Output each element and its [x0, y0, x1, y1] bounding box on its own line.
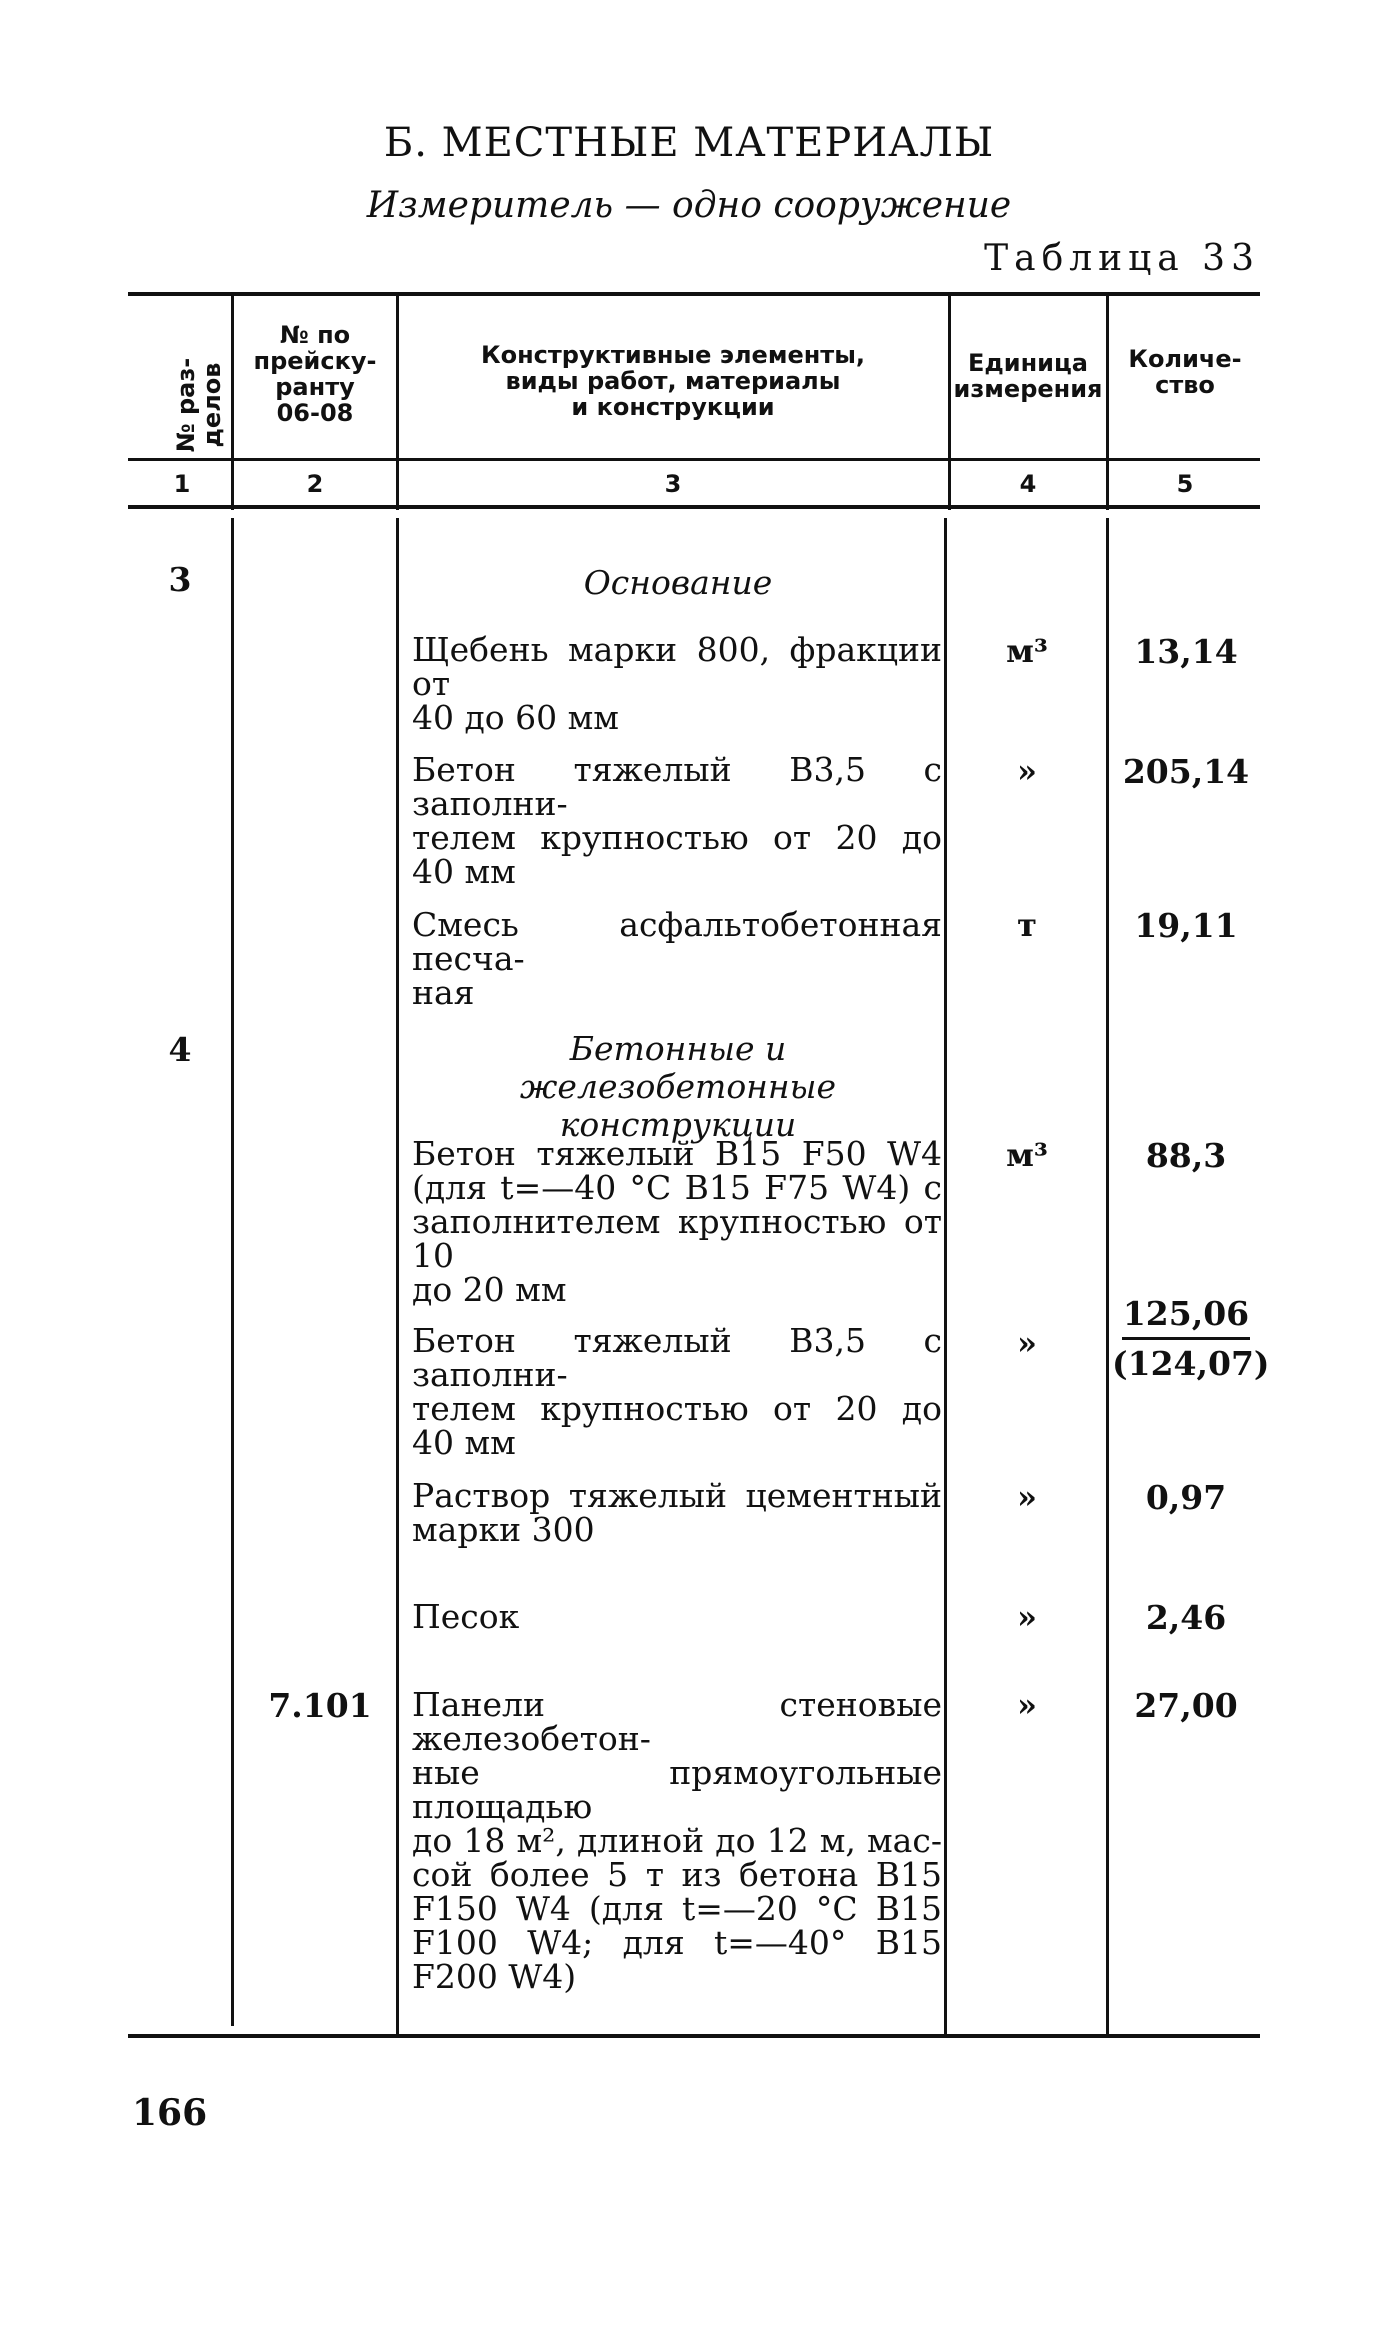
desc-line: Бетон тяжелый В15 F50 W4 [412, 1134, 942, 1173]
quantity-cell: 27,00 [1134, 1686, 1238, 1725]
page-title: Б. МЕСТНЫЕ МАТЕРИАЛЫ [383, 120, 995, 166]
desc-line: до 18 м², длиной до 12 м, мас- [412, 1821, 942, 1860]
desc-line: F200 W4) [412, 1957, 577, 1996]
desc-line: Панели стеновые железобетон- [412, 1685, 942, 1758]
quantity-cell: 0,97 [1145, 1478, 1227, 1517]
desc-line: 40 мм [412, 852, 516, 891]
desc-line: Щебень марки 800, фракции от [412, 630, 942, 703]
section-title [412, 564, 944, 602]
desc-line: Песок [412, 1597, 520, 1636]
desc-line: F150 W4 (для t=—20 °С В15 [412, 1889, 942, 1928]
desc-line: ные прямоугольные площадью [412, 1753, 942, 1826]
colnum-3: 3 [664, 470, 682, 498]
colnum-4: 4 [1019, 470, 1037, 498]
table-row-description [412, 1321, 942, 1462]
colnum-2: 2 [306, 470, 324, 498]
header-unit [952, 350, 1104, 402]
desc-line: телем крупностью от 20 до [412, 818, 942, 857]
header-elements-line1: Конструктивные элементы, [480, 341, 866, 369]
colnum-bottom-rule [128, 505, 1260, 509]
desc-line: Бетон тяжелый В3,5 с заполни- [412, 750, 942, 823]
quantity-cell: 13,14 [1134, 632, 1238, 671]
header-quantity-line2: ство [1155, 371, 1215, 399]
table-row-description [412, 1685, 942, 1996]
desc-line: заполнителем крупностью от 10 [412, 1202, 942, 1275]
desc-line: сой более 5 т из бетона В15 [412, 1855, 942, 1894]
section-number: 3 [168, 560, 192, 599]
table-top-rule [128, 292, 1260, 296]
body-divider-4 [1106, 518, 1109, 2034]
table-row-description [412, 905, 942, 1012]
quantity-cell: 205,14 [1122, 752, 1250, 791]
desc-line: Смесь асфальтобетонная песча- [412, 905, 942, 978]
desc-line: Раствор тяжелый цементный [412, 1476, 942, 1515]
header-quantity-line1: Количе- [1128, 345, 1242, 373]
table-row-description [412, 630, 942, 737]
header-bottom-rule [128, 458, 1260, 461]
header-unit-line2: измерения [953, 375, 1103, 403]
desc-line: (для t=—40 °С В15 F75 W4) с [412, 1168, 942, 1207]
body-divider-3 [944, 518, 947, 2034]
unit-cell: м³ [1006, 1136, 1048, 1174]
desc-line: ная [412, 973, 475, 1012]
unit-cell: м³ [1006, 632, 1048, 670]
header-price-no-line3: ранту [275, 373, 355, 401]
body-divider-1 [231, 518, 234, 2026]
section-number: 4 [168, 1030, 192, 1069]
header-price-no-line1: № по [279, 321, 351, 349]
page-number: 166 [132, 2092, 208, 2134]
unit-cell: т [1017, 906, 1037, 944]
unit-cell: » [1017, 1686, 1037, 1724]
fraction-bar [1122, 1337, 1250, 1340]
col-divider-3 [948, 296, 951, 510]
header-price-no [236, 322, 394, 426]
section-title-line: конструкции [559, 1105, 797, 1144]
desc-line: 40 до 60 мм [412, 698, 619, 737]
header-unit-line1: Единица [968, 349, 1088, 377]
table-bottom-rule [128, 2034, 1260, 2038]
section-title-line: Основание [583, 563, 773, 602]
header-elements [400, 342, 946, 420]
header-section-no-line2: делов [198, 362, 226, 448]
price-code-cell: 7.101 [268, 1686, 372, 1725]
header-elements-line2: виды работ, материалы [505, 367, 841, 395]
unit-cell: » [1017, 1324, 1037, 1362]
header-elements-line3: и конструкции [571, 393, 775, 421]
quantity-cell: 125,06 [1122, 1294, 1250, 1333]
desc-line: Бетон тяжелый В3,5 с заполни- [412, 1321, 942, 1394]
table-row-description [412, 750, 942, 891]
colnum-5: 5 [1176, 470, 1194, 498]
unit-cell: » [1017, 752, 1037, 790]
header-price-no-line2: прейску- [253, 347, 377, 375]
header-quantity [1110, 346, 1260, 398]
header-section-no-line1: № раз- [172, 357, 200, 453]
measure-subtitle: Измеритель — одно сооружение [366, 185, 1012, 226]
desc-line: телем крупностью от 20 до [412, 1389, 942, 1428]
table-row-description [412, 1134, 942, 1309]
body-divider-2 [396, 518, 399, 2034]
desc-line: марки 300 [412, 1510, 595, 1549]
table-row-description [412, 1597, 942, 1636]
desc-line: 40 мм [412, 1423, 516, 1462]
colnum-1: 1 [173, 470, 191, 498]
desc-line: F100 W4; для t=—40° В15 [412, 1923, 942, 1962]
quantity-cell: 88,3 [1145, 1136, 1227, 1175]
header-price-no-line4: 06-08 [276, 399, 354, 427]
quantity-cell: 19,11 [1134, 906, 1238, 945]
desc-line: до 20 мм [412, 1270, 567, 1309]
section-title [412, 1030, 944, 1144]
unit-cell: » [1017, 1598, 1037, 1636]
col-divider-2 [396, 296, 399, 510]
quantity-cell: 2,46 [1145, 1598, 1227, 1637]
section-title-line: Бетонные и железобетонные [519, 1029, 837, 1106]
table-number: Таблица 33 [984, 238, 1260, 279]
quantity-alt-cell: (124,07) [1112, 1344, 1270, 1383]
quantity-fraction [1112, 1294, 1270, 1383]
table-row-description [412, 1476, 942, 1549]
col-divider-4 [1106, 296, 1109, 510]
unit-cell: » [1017, 1478, 1037, 1516]
